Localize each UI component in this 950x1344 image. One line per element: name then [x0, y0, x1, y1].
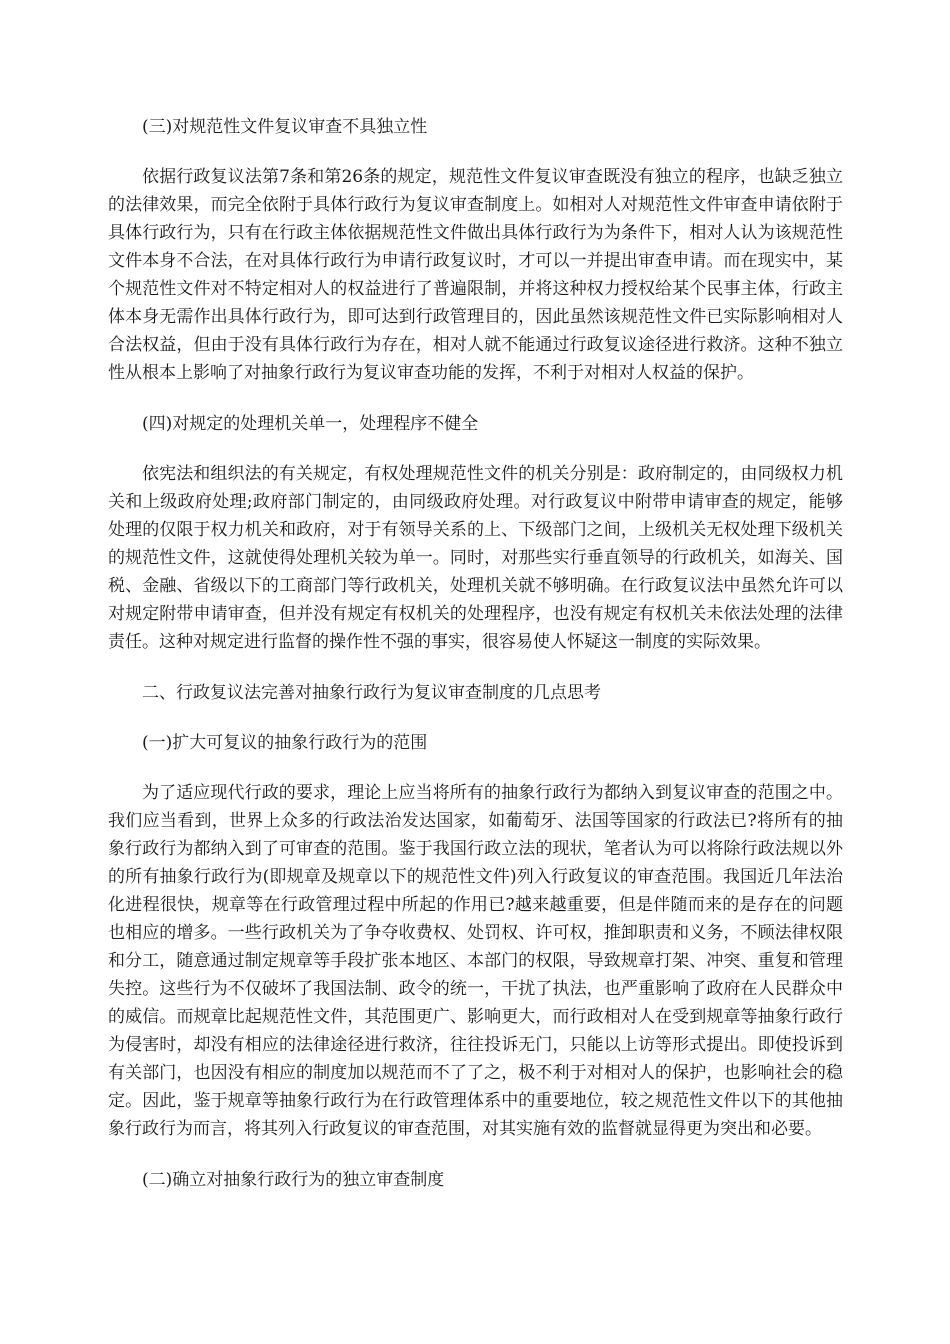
- section-heading-3: (三)对规范性文件复议审查不具独立性: [142, 117, 428, 137]
- section-heading-2-1: (一)扩大可复议的抽象行政行为的范围: [142, 733, 428, 753]
- section-heading-4: (四)对规定的处理机关单一，处理程序不健全: [142, 414, 479, 434]
- chapter-heading-2: 二、行政复议法完善对抽象行政行为复议审查制度的几点思考: [142, 683, 601, 703]
- section-heading-2-2: (二)确立对抽象行政行为的独立审查制度: [142, 1170, 445, 1190]
- paragraph-independence: 依据行政复议法第7条和第26条的规定，规范性文件复议审查既没有独立的程序，也缺乏独立的法律效果，而完全依附于具体行政行为复议审查制度上。如相对人对规范性文件审查申请依附于具体行政行为，只有在行政主体依据规范性文件做出具体行政行为为条件下，相对人认为该规范性文件本身不合法，在对具体行政行为申请行政复议时，才可以一并提出审查申请。而在现实中，某个规范性文件对不特定相对人的权益进行了普遍限制，并将这种权力授权给某个民事主体，行政主体本身无需作出具体行政行为，即可达到行政管理目的，因此虽然该规范性文件已实际影响相对人合法权益，但由于没有具体行政行为存在，相对人就不能通过行政复议途径进行救济。这种不独立性从根本上影响了对抽象行政行为复议审查功能的发挥，不利于对相对人权益的保护。: [108, 167, 843, 383]
- document-body: [108, 113, 843, 1216]
- paragraph-expand-scope: 为了适应现代行政的要求，理论上应当将所有的抽象行政行为都纳入到复议审查的范围之中。我们应当看到，世界上众多的行政法治发达国家，如葡萄牙、法国等国家的行政法已?将所有的抽象行政行为都纳入到了可审查的范围。鉴于我国行政立法的现状，笔者认为可以将除行政法规以外的所有抽象行政行为(即规章及规章以下的规范性文件)列入行政复议的审查范围。我国近几年法治化进程很快，规章等在行政管理过程中所起的作用已?越来越重要，但是伴随而来的是存在的问题也相应的增多。一些行政机关为了争夺收费权、处罚权、许可权，推卸职责和义务，不顾法律权限和分工，随意通过制定规章等手段扩张本地区、本部门的权限，导致规章打架、冲突、重复和管理失控。这些行为不仅破坏了我国法制、政令的统一，干扰了执法，也严重影响了政府在人民群众中的威信。而规章比起规范性文件，其范围更广、影响更大，而行政相对人在受到规章等抽象行政行为侵害时，却没有相应的法律途径进行救济，往往投诉无门，只能以上访等形式提出。即使投诉到有关部门，也因没有相应的制度加以规范而不了了之，极不利于对相对人的保护，也影响社会的稳定。因此，鉴于规章等抽象行政行为在行政管理体系中的重要地位，较之规范性文件以下的其他抽象行政行为而言，将其列入行政复议的审查范围，对其实施有效的监督就显得更为突出和必要。: [108, 783, 843, 1139]
- paragraph-processing-agency: 依宪法和组织法的有关规定，有权处理规范性文件的机关分别是：政府制定的，由同级权力机关和上级政府处理;政府部门制定的，由同级政府处理。对行政复议中附带申请审查的规定，能够处理的仅限于权力机关和政府，对于有领导关系的上、下级部门之间，上级机关无权处理下级机关的规范性文件，这就使得处理机关较为单一。同时，对那些实行垂直领导的行政机关，如海关、国税、金融、省级以下的工商部门等行政机关，处理机关就不够明确。在行政复议法中虽然允许可以对规定附带申请审查，但并没有规定有权机关的处理程序，也没有规定有权机关未依法处理的法律责任。这种对规定进行监督的操作性不强的事实，很容易使人怀疑这一制度的实际效果。: [108, 464, 843, 652]
